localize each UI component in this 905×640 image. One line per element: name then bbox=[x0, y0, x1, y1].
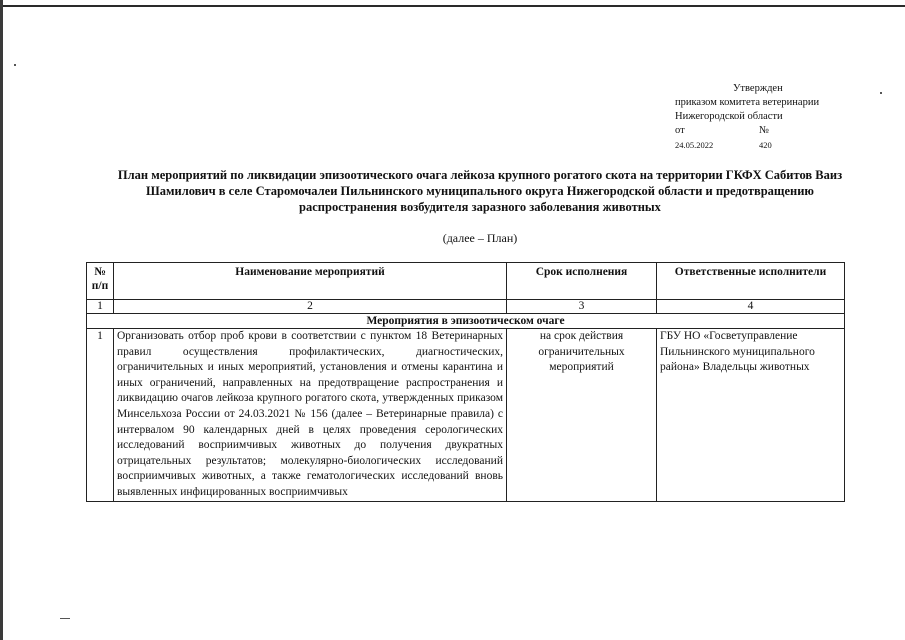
row-executors: ГБУ НО «Госветуправление Пильнинского муниципального района» Владельцы животных bbox=[657, 329, 845, 502]
approval-ot-row bbox=[675, 124, 875, 138]
table-row bbox=[87, 329, 845, 502]
approval-stamp bbox=[675, 82, 875, 152]
approval-no-label: № bbox=[759, 125, 770, 136]
approval-line-3: Нижегородской области bbox=[675, 111, 783, 122]
approval-number: 420 bbox=[759, 140, 772, 150]
approval-date: 24.05.2022 bbox=[675, 140, 714, 150]
approval-ot-label: от bbox=[675, 125, 685, 136]
scan-edge-top bbox=[0, 5, 905, 7]
header-executors: Ответственные исполнители bbox=[657, 263, 845, 300]
approval-line-1: Утвержден bbox=[733, 83, 783, 94]
column-number: 4 bbox=[657, 300, 845, 314]
approval-date-row bbox=[675, 138, 875, 152]
header-deadline: Срок исполнения bbox=[507, 263, 657, 300]
section-row bbox=[87, 314, 845, 329]
document-subtitle: (далее – План) bbox=[442, 231, 518, 245]
section-title: Мероприятия в эпизоотическом очаге bbox=[87, 314, 845, 329]
row-number: 1 bbox=[87, 329, 114, 502]
header-action: Наименование мероприятий bbox=[114, 263, 507, 300]
row-action: Организовать отбор проб крови в соответствии с пунктом 18 Ветеринарных правил осуществления профилактических, диагностических, ограничительных и иных мероприятий, установления и отмены карантина и иных ограничений, направленных на предотвращение распространения и ликвидацию очагов лейкоза крупного рогатого скота, утвержденных приказом Минсельхоза России от 24.03.2021 № 156 (далее – Ветеринарные правила) с интервалом 90 календарных дней в целях проведения серологических исследований восприимчивых животных до получения двукратных отрицательных результатов; молекулярно-биологических исследований восприимчивых животных, а также гематологических исследований вновь выявленных инфицированных восприимчивых bbox=[114, 329, 507, 502]
column-number: 1 bbox=[87, 300, 114, 314]
column-number-row bbox=[87, 300, 845, 314]
column-number: 3 bbox=[507, 300, 657, 314]
header-number: № п/п bbox=[87, 263, 114, 300]
header-row bbox=[87, 263, 845, 300]
plan-table bbox=[86, 262, 845, 502]
scan-edge-left bbox=[0, 0, 3, 640]
document-title: План мероприятий по ликвидации эпизоотического очага лейкоза крупного рогатого скота на территории ГКФХ Сабитов Ваиз Шамилович в селе Старомочалеи Пильнинского муниципального округа Нижегородской области и предотвращению распространения возбудителя заразного заболевания животных bbox=[117, 168, 843, 214]
column-number: 2 bbox=[114, 300, 507, 314]
row-deadline: на срок действия ограничительных мероприятий bbox=[507, 329, 657, 502]
scan-speck bbox=[14, 64, 16, 66]
approval-line-2: приказом комитета ветеринарии bbox=[675, 97, 820, 108]
scan-speck bbox=[880, 92, 882, 94]
scan-speck bbox=[60, 618, 70, 619]
